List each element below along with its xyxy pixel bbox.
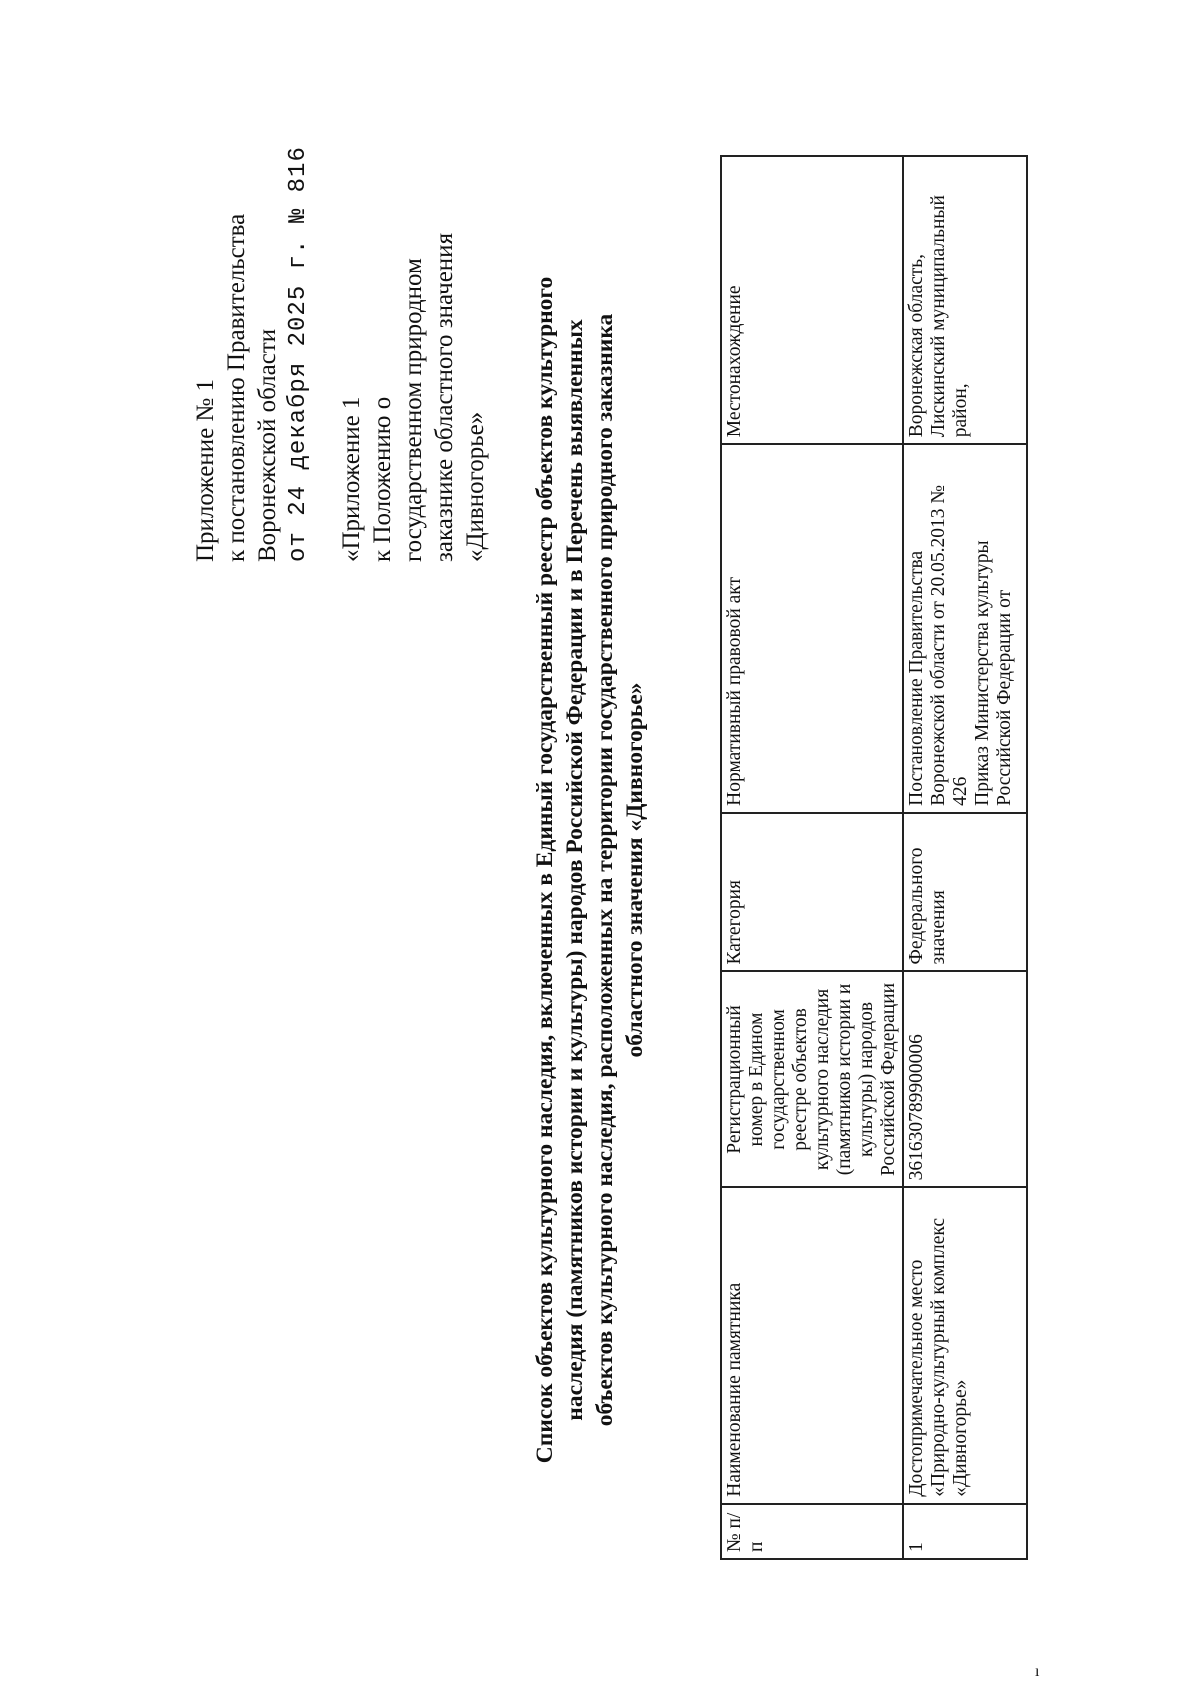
appendix-number: Приложение № 1 xyxy=(192,378,219,562)
heritage-table xyxy=(720,155,1028,1560)
cell-name: Достопримечательное место «Природно-культурный комплекс «Дивногорье» xyxy=(903,1187,1027,1503)
appendix-reference: к постановлению Правительства xyxy=(223,213,250,562)
cell-num: 1 xyxy=(903,1504,1027,1559)
table-header-row xyxy=(721,156,903,1559)
header-num: № п/п xyxy=(721,1504,903,1559)
quote-reserve-type: государственном природном xyxy=(400,258,427,562)
quote-reserve-name: «Дивногорье» xyxy=(462,411,489,562)
quote-to-regulation: к Положению о xyxy=(369,396,396,562)
cell-registration-number: 361630789900006 xyxy=(903,972,1027,1188)
cell-location: Воронежская область, Лискинский муниципальный район, xyxy=(903,156,1027,444)
scan-mark: ı xyxy=(1035,1663,1040,1680)
quote-reserve-level: заказнике областного значения xyxy=(431,232,458,562)
header-registration-number: Регистрационный номер в Едином государственном реестре объектов культурного наследия (памятников истории и культуры) народов Российской Федерации xyxy=(721,972,903,1188)
document-page xyxy=(60,146,1160,1600)
legal-act-order: Приказ Министерства культуры Российской Федерации от xyxy=(972,540,1015,806)
header-name: Наименование памятника xyxy=(721,1187,903,1503)
document-title: Список объектов культурного наследия, включенных в Единый государственный реестр объектов культурного наследия (памятников истории и культуры) народов Российской Федерации и в Перечень выявленных объектов культурного наследия, расположенных на территории государственного природного заказника областного значения «Дивногорье» xyxy=(532,276,648,1464)
quote-appendix: «Приложение 1 xyxy=(338,396,365,562)
header-legal-act: Нормативный правовой акт xyxy=(721,444,903,813)
header-category: Категория xyxy=(721,813,903,972)
appendix-date: от 24 декабря 2025 г. № 816 xyxy=(285,146,312,562)
cell-legal-act xyxy=(903,444,1027,813)
appendix-header xyxy=(190,146,491,562)
header-location: Местонахождение xyxy=(721,156,903,444)
appendix-region: Воронежской области xyxy=(254,328,281,562)
heritage-table-container xyxy=(720,155,1028,1560)
table-row xyxy=(903,156,1027,1559)
legal-act-resolution: Постановление Правительства Воронежской области от 20.05.2013 № 426 xyxy=(906,484,971,806)
cell-category: Федерального значения xyxy=(903,813,1027,972)
